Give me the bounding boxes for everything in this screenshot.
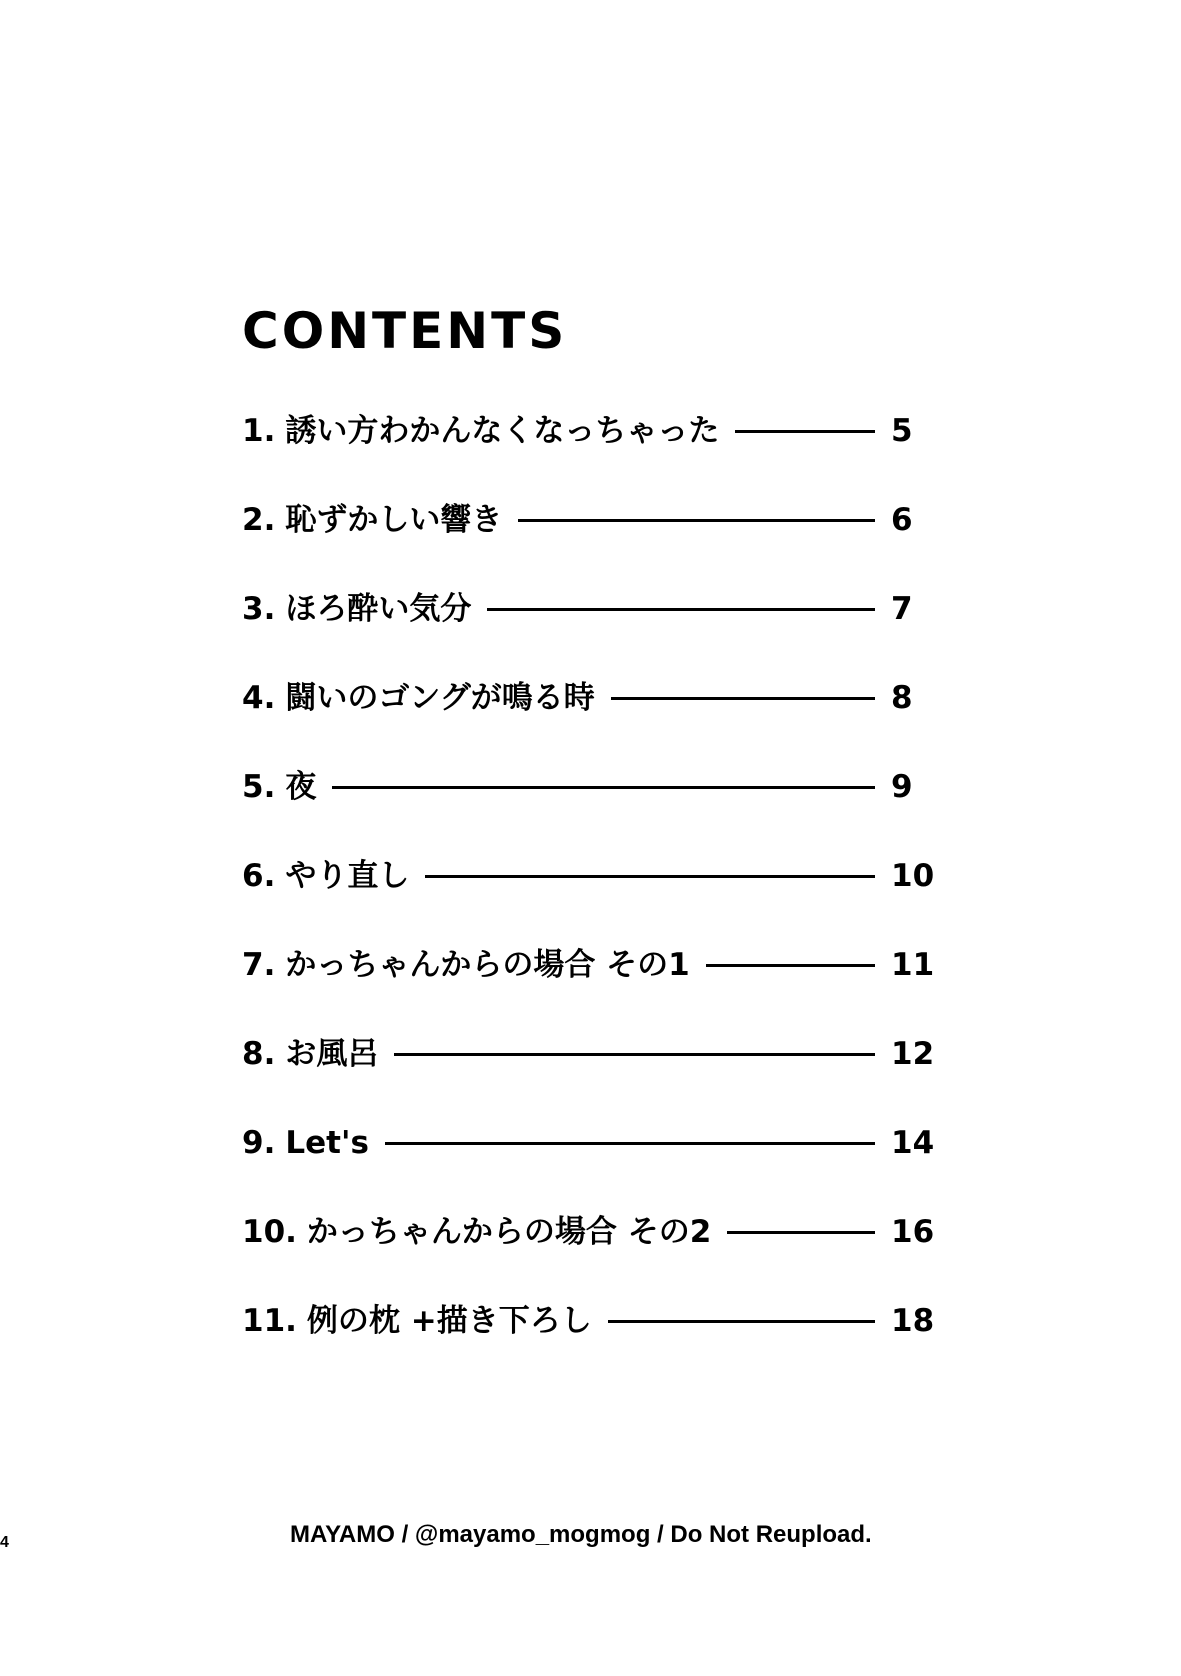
toc-item[interactable] (242, 654, 937, 743)
toc-item[interactable] (242, 1188, 937, 1277)
toc-leader-line (487, 608, 875, 611)
toc-item-title: 恥ずかしい響き (285, 502, 503, 538)
toc-leader-line (518, 519, 875, 522)
toc-leader-line (608, 1320, 875, 1323)
toc-item-number: 5. (242, 769, 276, 805)
toc-item-title: Let's (285, 1125, 369, 1161)
toc-item-number: 1. (242, 413, 276, 449)
toc-item[interactable] (242, 1010, 937, 1099)
toc-item-title: 誘い方わかんなくなっちゃった (285, 413, 720, 449)
toc-item[interactable] (242, 1099, 937, 1188)
toc-leader-line (385, 1142, 875, 1145)
toc-item[interactable] (242, 387, 937, 476)
toc-item[interactable] (242, 832, 937, 921)
toc-leader-line (611, 697, 875, 700)
toc-item-number: 6. (242, 858, 276, 894)
toc-item-page: 9 (891, 769, 913, 805)
toc-item-page: 5 (891, 413, 913, 449)
toc-leader-line (706, 964, 875, 967)
toc-item-number: 10. (242, 1214, 297, 1250)
toc-item-title: かっちゃんからの場合 その1 (285, 947, 690, 983)
toc-item-title: かっちゃんからの場合 その2 (306, 1214, 712, 1250)
toc-item-page: 7 (891, 591, 913, 627)
toc-item-title: お風呂 (285, 1036, 379, 1072)
toc-item[interactable] (242, 476, 937, 565)
toc-leader-line (727, 1231, 875, 1234)
toc-leader-line (735, 430, 875, 433)
toc-item-title: 例の枕 +描き下ろし (306, 1303, 592, 1339)
toc-item-number: 9. (242, 1125, 276, 1161)
toc-item-title: 夜 (285, 769, 317, 805)
toc-item-page: 6 (891, 502, 913, 538)
toc-item[interactable] (242, 565, 937, 654)
toc-item-number: 3. (242, 591, 276, 627)
toc-item-number: 4. (242, 680, 276, 716)
toc-item-number: 7. (242, 947, 276, 983)
toc-leader-line (425, 875, 875, 878)
toc-leader-line (394, 1053, 875, 1056)
toc-item[interactable] (242, 921, 937, 1010)
page-title: CONTENTS (242, 302, 568, 360)
toc-item-title: ほろ酔い気分 (285, 591, 472, 627)
toc-item-number: 2. (242, 502, 276, 538)
toc-item-title: やり直し (285, 858, 410, 894)
toc-item[interactable] (242, 743, 937, 832)
toc-item-page: 11 (891, 947, 935, 983)
toc-item-page: 16 (891, 1214, 935, 1250)
toc-item-page: 8 (891, 680, 913, 716)
toc-item[interactable] (242, 1277, 937, 1366)
toc-item-number: 8. (242, 1036, 276, 1072)
page-number: 4 (0, 1534, 9, 1551)
toc-item-page: 10 (891, 858, 935, 894)
toc-item-page: 12 (891, 1036, 935, 1072)
toc-leader-line (332, 786, 875, 789)
credit-footer: MAYAMO / @mayamo_mogmog / Do Not Reupload. (290, 1521, 872, 1548)
toc-item-number: 11. (242, 1303, 297, 1339)
toc-item-title: 闘いのゴングが鳴る時 (285, 680, 595, 716)
table-of-contents (242, 410, 937, 1366)
toc-item-page: 18 (891, 1303, 935, 1339)
toc-item-page: 14 (891, 1125, 935, 1161)
